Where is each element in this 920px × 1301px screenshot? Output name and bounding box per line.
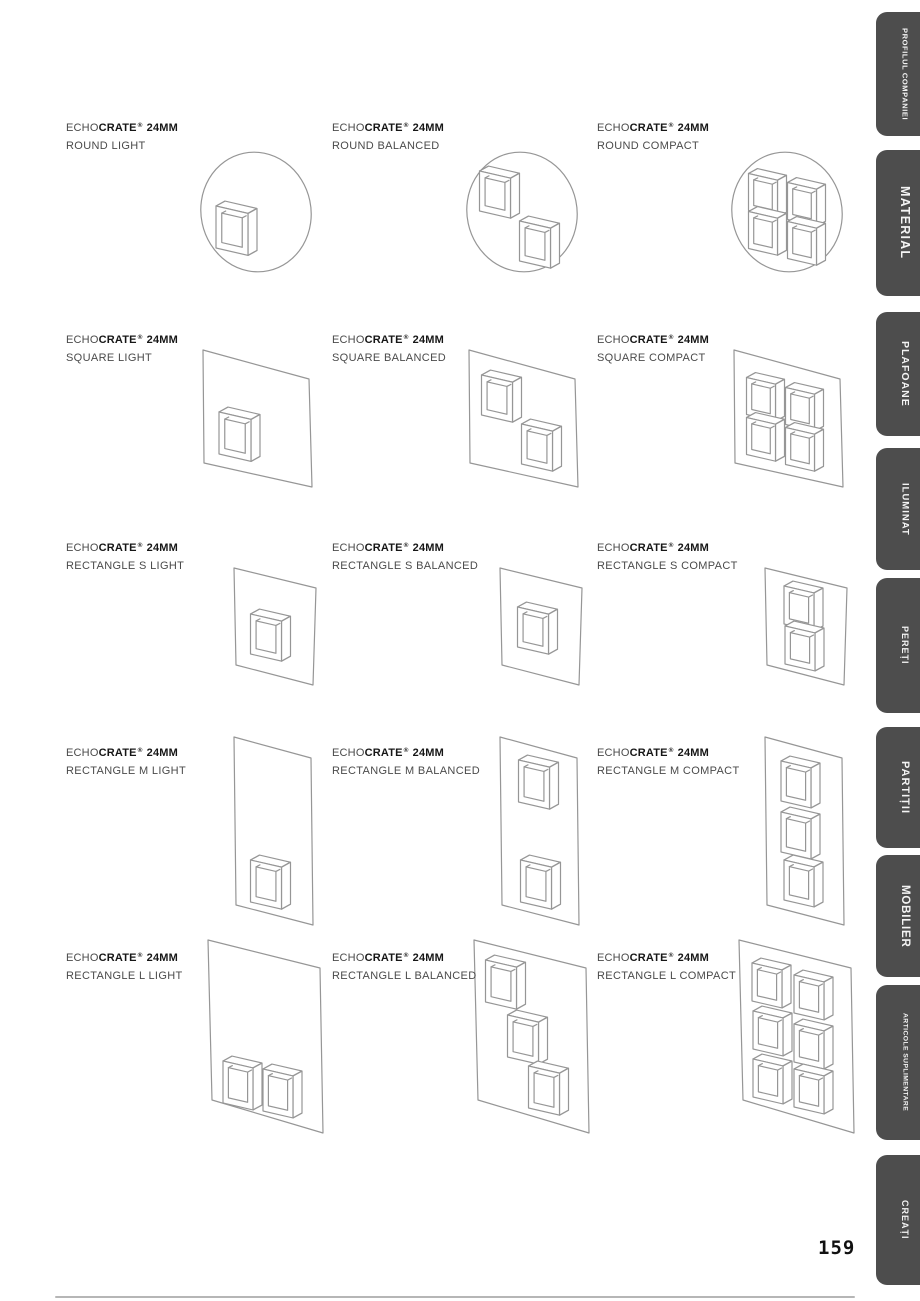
product-size: 24MM — [677, 952, 710, 964]
crate-box — [216, 199, 257, 257]
product-size: 24MM — [146, 334, 179, 346]
registered-mark: ® — [668, 542, 674, 549]
product-size: 24MM — [412, 122, 445, 134]
brand-prefix: ECHO — [332, 122, 365, 134]
crate-box — [753, 1004, 792, 1058]
product-cell-rectangle-s-compact — [597, 538, 862, 743]
crate-box — [223, 1054, 262, 1112]
product-illustration — [460, 148, 590, 278]
brand-prefix: ECHO — [332, 334, 365, 346]
crate-box — [518, 600, 558, 656]
side-tab-profilul-companiei[interactable] — [876, 12, 920, 136]
side-tab-partiții[interactable] — [876, 727, 920, 848]
brand-name: CRATE — [98, 952, 137, 964]
product-size: 24MM — [412, 542, 445, 554]
product-label — [597, 330, 862, 364]
product-title — [597, 747, 862, 759]
registered-mark: ® — [668, 747, 674, 754]
registered-mark: ® — [403, 334, 409, 341]
product-title — [332, 122, 597, 134]
product-size: 24MM — [412, 334, 445, 346]
product-cell-rectangle-m-compact — [597, 743, 862, 948]
product-label — [332, 118, 597, 152]
product-size: 24MM — [677, 747, 710, 759]
brand-prefix: ECHO — [332, 952, 365, 964]
crate-box — [520, 214, 560, 270]
registered-mark: ® — [137, 122, 143, 129]
product-cell-rectangle-l-compact — [597, 948, 862, 1165]
registered-mark: ® — [668, 334, 674, 341]
product-label — [66, 330, 332, 364]
side-tab-material[interactable] — [876, 150, 920, 296]
product-label — [597, 538, 862, 572]
product-label — [597, 118, 862, 152]
product-label — [66, 538, 332, 572]
product-size: 24MM — [146, 122, 179, 134]
product-size: 24MM — [146, 952, 179, 964]
product-illustration — [199, 346, 324, 491]
side-tab-articole-suplimentare[interactable] — [876, 985, 920, 1140]
crate-box — [753, 1052, 792, 1106]
product-cell-round-compact — [597, 118, 862, 330]
brand-name: CRATE — [629, 952, 668, 964]
brand-name: CRATE — [364, 747, 403, 759]
side-tab-label: PLAFOANE — [899, 341, 911, 407]
crate-box — [522, 417, 562, 473]
brand-name: CRATE — [364, 542, 403, 554]
product-label — [66, 118, 332, 152]
side-tab-label: PARTIȚII — [899, 760, 911, 814]
page-number: 159 — [818, 1237, 856, 1259]
product-variant: RECTANGLE S COMPACT — [597, 560, 738, 572]
registered-mark: ® — [403, 952, 409, 959]
brand-prefix: ECHO — [332, 542, 365, 554]
product-title — [66, 334, 332, 346]
brand-name: CRATE — [364, 334, 403, 346]
brand-name: CRATE — [629, 542, 668, 554]
product-variant: RECTANGLE L BALANCED — [332, 970, 477, 982]
side-tab-label: PROFILUL COMPANIEI — [900, 27, 910, 121]
crate-box — [794, 1062, 833, 1116]
product-cell-rectangle-m-light — [66, 743, 332, 948]
product-title — [66, 542, 332, 554]
product-title — [332, 542, 597, 554]
brand-prefix: ECHO — [597, 122, 630, 134]
crate-box — [529, 1059, 569, 1117]
product-size: 24MM — [677, 542, 710, 554]
crate-box — [263, 1062, 302, 1120]
side-tab-rail — [860, 0, 920, 1301]
product-cell-rectangle-m-balanced — [332, 743, 597, 948]
crate-box — [521, 853, 561, 911]
registered-mark: ® — [137, 747, 143, 754]
brand-prefix: ECHO — [66, 542, 99, 554]
crate-box — [480, 164, 520, 220]
product-title — [597, 952, 862, 964]
brand-name: CRATE — [98, 747, 137, 759]
brand-prefix: ECHO — [66, 122, 99, 134]
brand-name: CRATE — [629, 747, 668, 759]
product-illustration — [762, 560, 857, 695]
side-tab-mobilier[interactable] — [876, 855, 920, 977]
product-label — [332, 330, 597, 364]
product-cell-rectangle-l-balanced — [332, 948, 597, 1165]
brand-name: CRATE — [98, 122, 137, 134]
side-tab-label: ILUMINAT — [899, 482, 911, 536]
crate-box — [781, 805, 820, 861]
brand-prefix: ECHO — [597, 747, 630, 759]
product-cell-round-light — [66, 118, 332, 330]
product-label — [332, 743, 597, 777]
side-tab-plafoane[interactable] — [876, 312, 920, 436]
crate-box — [251, 607, 291, 663]
product-cell-rectangle-s-light — [66, 538, 332, 743]
product-variant: RECTANGLE S BALANCED — [332, 560, 479, 572]
registered-mark: ® — [668, 122, 674, 129]
product-title — [597, 122, 862, 134]
product-label — [597, 948, 862, 982]
product-title — [332, 747, 597, 759]
crate-box — [749, 205, 787, 258]
product-illustration — [465, 346, 590, 491]
side-tab-iluminat[interactable] — [876, 448, 920, 570]
crate-box — [794, 1017, 833, 1071]
product-variant: RECTANGLE M COMPACT — [597, 765, 740, 777]
registered-mark: ® — [137, 542, 143, 549]
brand-prefix: ECHO — [597, 542, 630, 554]
product-label — [332, 948, 597, 982]
product-variant: SQUARE COMPACT — [597, 352, 706, 364]
brand-prefix: ECHO — [597, 952, 630, 964]
crate-box — [251, 853, 291, 911]
product-cell-rectangle-s-balanced — [332, 538, 597, 743]
product-size: 24MM — [146, 747, 179, 759]
product-size: 24MM — [412, 747, 445, 759]
brand-name: CRATE — [629, 122, 668, 134]
side-tab-label: MOBILIER — [899, 884, 911, 948]
registered-mark: ® — [403, 122, 409, 129]
product-title — [332, 334, 597, 346]
brand-name: CRATE — [364, 952, 403, 964]
product-illustration — [730, 346, 855, 491]
product-cell-square-balanced — [332, 330, 597, 538]
product-illustration — [194, 148, 324, 278]
product-variant: SQUARE BALANCED — [332, 352, 447, 364]
product-variant: RECTANGLE S LIGHT — [66, 560, 185, 572]
brand-name: CRATE — [364, 122, 403, 134]
brand-prefix: ECHO — [332, 747, 365, 759]
product-variant: RECTANGLE M BALANCED — [332, 765, 480, 777]
registered-mark: ® — [403, 747, 409, 754]
product-size: 24MM — [412, 952, 445, 964]
product-grid — [66, 118, 862, 1165]
brand-prefix: ECHO — [66, 747, 99, 759]
side-tab-pereți[interactable] — [876, 578, 920, 713]
crate-box — [788, 215, 826, 268]
product-size: 24MM — [677, 334, 710, 346]
side-tab-label: CREAȚI — [900, 1200, 910, 1240]
brand-name: CRATE — [629, 334, 668, 346]
page-bottom-rule — [55, 1296, 855, 1298]
brand-name: CRATE — [98, 542, 137, 554]
product-variant: SQUARE LIGHT — [66, 352, 153, 364]
crate-box — [784, 853, 823, 909]
product-title — [597, 542, 862, 554]
product-variant: RECTANGLE M LIGHT — [66, 765, 187, 777]
product-label — [332, 538, 597, 572]
product-title — [66, 747, 332, 759]
product-title — [66, 122, 332, 134]
product-illustration — [725, 148, 855, 278]
brand-prefix: ECHO — [597, 334, 630, 346]
side-tab-label: ARTICOLE SUPLIMENTARE — [901, 1013, 909, 1112]
product-illustration — [497, 560, 592, 695]
product-variant: ROUND COMPACT — [597, 140, 700, 152]
side-tab-label: MATERIAL — [898, 186, 912, 260]
crate-box — [747, 411, 785, 464]
side-tab-creați[interactable] — [876, 1155, 920, 1285]
product-cell-square-compact — [597, 330, 862, 538]
product-label — [597, 743, 862, 777]
product-cell-rectangle-l-light — [66, 948, 332, 1165]
brand-name: CRATE — [98, 334, 137, 346]
product-title — [597, 334, 862, 346]
product-variant: ROUND LIGHT — [66, 140, 146, 152]
product-title — [332, 952, 597, 964]
crate-box — [508, 1008, 548, 1066]
brand-prefix: ECHO — [66, 952, 99, 964]
registered-mark: ® — [403, 542, 409, 549]
product-label — [66, 948, 332, 982]
side-tab-label: PEREȚI — [900, 626, 910, 665]
brand-prefix: ECHO — [66, 334, 99, 346]
product-title — [66, 952, 332, 964]
crate-box — [785, 619, 824, 673]
product-variant: RECTANGLE L LIGHT — [66, 970, 183, 982]
product-variant: RECTANGLE L COMPACT — [597, 970, 737, 982]
product-size: 24MM — [146, 542, 179, 554]
product-size: 24MM — [677, 122, 710, 134]
registered-mark: ® — [668, 952, 674, 959]
product-label — [66, 743, 332, 777]
registered-mark: ® — [137, 334, 143, 341]
registered-mark: ® — [137, 952, 143, 959]
product-variant: ROUND BALANCED — [332, 140, 440, 152]
product-illustration — [231, 560, 326, 695]
crate-box — [219, 405, 260, 463]
product-cell-round-balanced — [332, 118, 597, 330]
product-cell-square-light — [66, 330, 332, 538]
crate-box — [786, 421, 824, 474]
crate-box — [482, 368, 522, 424]
